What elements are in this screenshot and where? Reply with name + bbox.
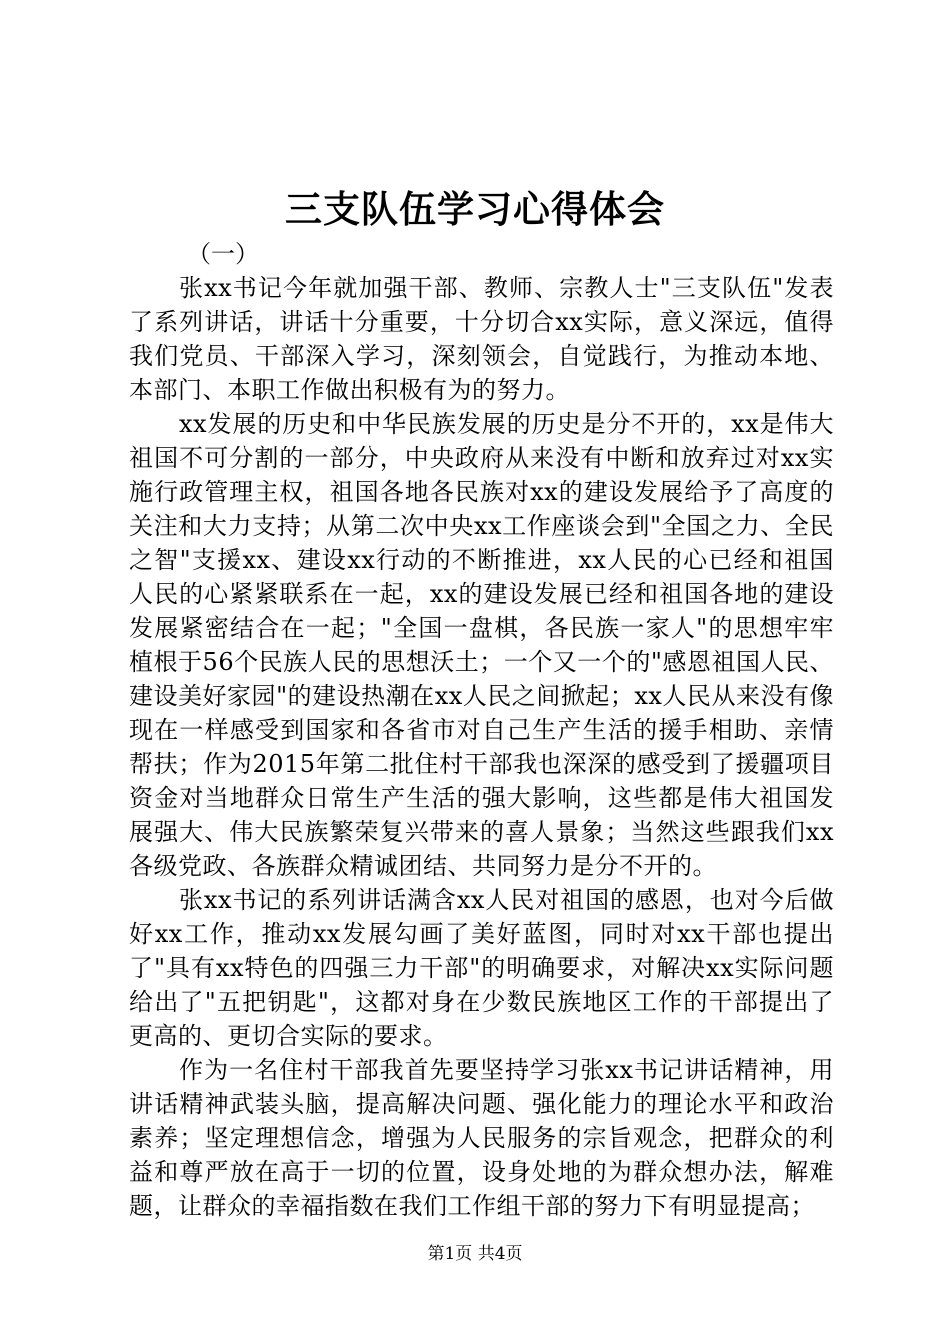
paragraph-4: 作为一名住村干部我首先要坚持学习张xx书记讲话精神，用讲话精神武装头脑，提高解决问题、强化能力的理论水平和政治素养；坚定理想信念，增强为人民服务的宗旨观念，把群众的利益和尊严放在高于一切的位置，设身处地的为群众想办法，解难题，让群众的幸福指数在我们工作组干部的努力下有明显提高； (129, 1056, 834, 1220)
paragraph-1: 张xx书记今年就加强干部、教师、宗教人士"三支队伍"发表了系列讲话，讲话十分重要，十分切合xx实际，意义深远，值得我们党员、干部深入学习，深刻领会，自觉践行，为推动本地、本部门、本职工作做出积极有为的努力。 (129, 274, 834, 404)
paragraph-2: xx发展的历史和中华民族发展的历史是分不开的，xx是伟大祖国不可分割的一部分，中央政府从来没有中断和放弃过对xx实施行政管理主权，祖国各地各民族对xx的建设发展给予了高度的关注和大力支持；从第二次中央xx工作座谈会到"全国之力、全民之智"支援xx、建设xx行动的不断推进，xx人民的心已经和祖国人民的心紧紧联系在一起，xx的建设发展已经和祖国各地的建设发展紧密结合在一起；"全国一盘棋，各民族一家人"的思想牢牢植根于56个民族人民的思想沃土；一个又一个的"感恩祖国人民、建设美好家园"的建设热潮在xx人民之间掀起；xx人民从来没有像现在一样感受到国家和各省市对自己生产生活的援手相助、亲情帮扶；作为2015年第二批住村干部我也深深的感受到了援疆项目资金对当地群众日常生产生活的强大影响，这些都是伟大祖国发展强大、伟大民族繁荣复兴带来的喜人景象；当然这些跟我们xx各级党政、各族群众精诚团结、共同努力是分不开的。 (129, 410, 834, 880)
paragraph-3: 张xx书记的系列讲话满含xx人民对祖国的感恩，也对今后做好xx工作，推动xx发展勾画了美好蓝图，同时对xx干部也提出了"具有xx特色的四强三力干部"的明确要求，对解决xx实际问题给出了"五把钥匙"，这都对身在少数民族地区工作的干部提出了更高的、更切合实际的要求。 (129, 886, 834, 1050)
section-label: （一） (187, 240, 259, 268)
document-title: 三支队伍学习心得体会 (285, 187, 665, 231)
document-body (129, 237, 834, 1223)
page-footer: 第1页 共4页 (427, 1244, 523, 1264)
